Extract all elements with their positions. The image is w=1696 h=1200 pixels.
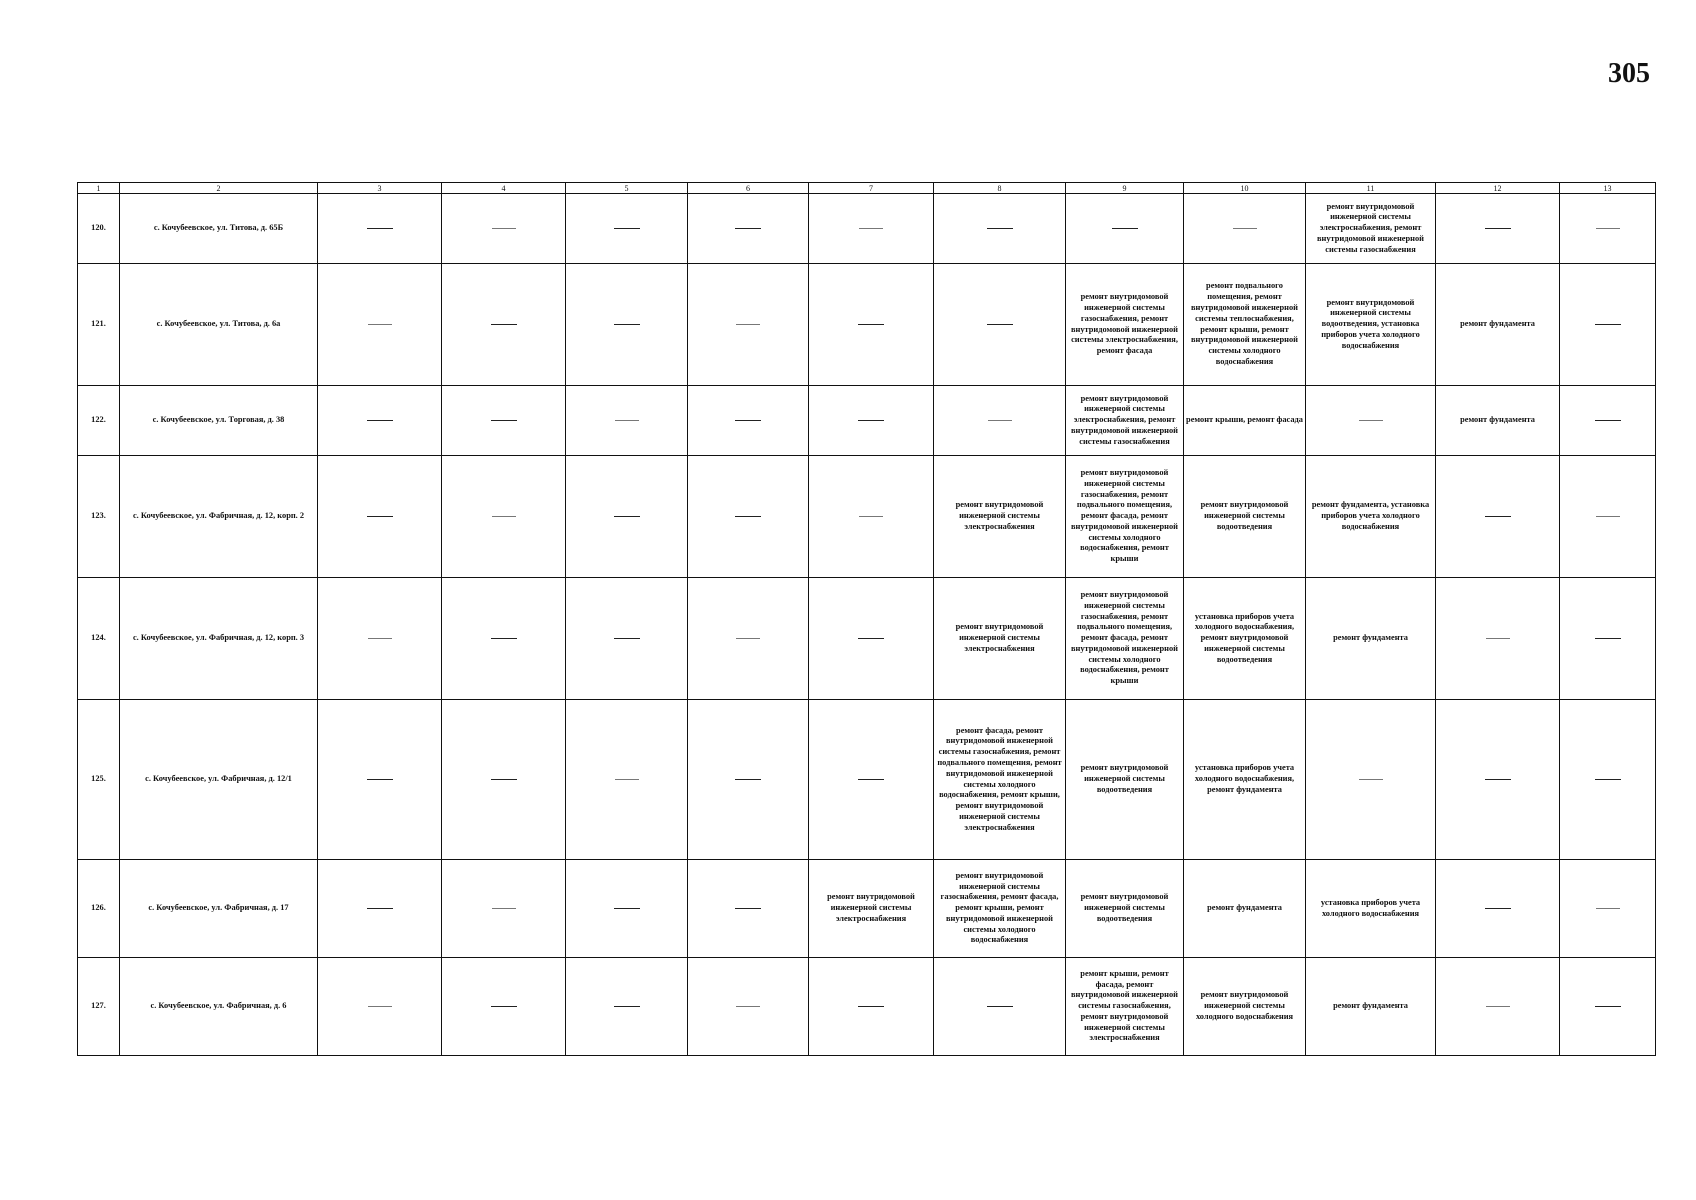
- empty-cell: [1184, 194, 1306, 264]
- work-description-cell: ремонт внутридомовой инженерной системы газоснабжения, ремонт фасада, ремонт крыши, ремонт внутридомовой инженерной системы холодного водоснабжения: [934, 860, 1066, 958]
- dash-mark: [987, 324, 1013, 325]
- dash-mark: [614, 908, 640, 909]
- empty-cell: [809, 386, 934, 456]
- work-description-cell: ремонт внутридомовой инженерной системы водоотведения: [1066, 860, 1184, 958]
- empty-cell: [1560, 456, 1656, 578]
- work-description-cell: ремонт внутридомовой инженерной системы водоотведения, установка приборов учета холодного водоснабжения: [1306, 264, 1436, 386]
- dash-mark: [614, 324, 640, 325]
- dash-mark: [491, 779, 517, 780]
- dash-mark: [987, 1006, 1013, 1007]
- dash-mark: [1359, 779, 1383, 780]
- dash-mark: [491, 638, 517, 639]
- empty-cell: [934, 958, 1066, 1056]
- dash-mark: [1596, 228, 1620, 229]
- dash-mark: [614, 638, 640, 639]
- empty-cell: [688, 194, 809, 264]
- page-number: 305: [1608, 58, 1650, 89]
- empty-cell: [318, 456, 442, 578]
- work-description-cell: ремонт внутридомовой инженерной системы газоснабжения, ремонт подвального помещения, ремонт фасада, ремонт внутридомовой инженерной системы холодного водоснабжения, ремонт крыши: [1066, 456, 1184, 578]
- dash-mark: [367, 779, 393, 780]
- dash-mark: [367, 516, 393, 517]
- work-description-cell: ремонт внутридомовой инженерной системы электроснабжения: [934, 456, 1066, 578]
- dash-mark: [1233, 228, 1257, 229]
- empty-cell: [809, 264, 934, 386]
- column-header: 2: [120, 183, 318, 194]
- work-description-cell: ремонт фундамента: [1306, 578, 1436, 700]
- row-number: 126.: [78, 860, 120, 958]
- dash-mark: [492, 516, 516, 517]
- dash-mark: [614, 516, 640, 517]
- empty-cell: [688, 456, 809, 578]
- empty-cell: [1560, 264, 1656, 386]
- empty-cell: [1306, 700, 1436, 860]
- column-header: 13: [1560, 183, 1656, 194]
- address-cell: с. Кочубеевское, ул. Фабричная, д. 12, корп. 3: [120, 578, 318, 700]
- row-number: 121.: [78, 264, 120, 386]
- dash-mark: [1485, 516, 1511, 517]
- empty-cell: [318, 386, 442, 456]
- dash-mark: [1359, 420, 1383, 421]
- work-description-cell: ремонт внутридомовой инженерной системы газоснабжения, ремонт внутридомовой инженерной системы электроснабжения, ремонт фасада: [1066, 264, 1184, 386]
- column-header: 6: [688, 183, 809, 194]
- empty-cell: [809, 700, 934, 860]
- dash-mark: [1486, 1006, 1510, 1007]
- dash-mark: [858, 324, 884, 325]
- work-description-cell: ремонт внутридомовой инженерной системы водоотведения: [1184, 456, 1306, 578]
- empty-cell: [1436, 456, 1560, 578]
- row-number: 122.: [78, 386, 120, 456]
- empty-cell: [809, 578, 934, 700]
- empty-cell: [809, 958, 934, 1056]
- work-description-cell: ремонт внутридомовой инженерной системы электроснабжения, ремонт внутридомовой инженерной системы газоснабжения: [1306, 194, 1436, 264]
- table-body: [78, 183, 1656, 1056]
- empty-cell: [1066, 194, 1184, 264]
- dash-mark: [491, 1006, 517, 1007]
- work-description-cell: ремонт внутридомовой инженерной системы электроснабжения: [809, 860, 934, 958]
- empty-cell: [1436, 958, 1560, 1056]
- dash-mark: [368, 1006, 392, 1007]
- work-description-cell: ремонт внутридомовой инженерной системы холодного водоснабжения: [1184, 958, 1306, 1056]
- work-description-cell: ремонт подвального помещения, ремонт внутридомовой инженерной системы теплоснабжения, ремонт крыши, ремонт внутридомовой инженерной системы холодного водоснабжения: [1184, 264, 1306, 386]
- column-header: 5: [566, 183, 688, 194]
- address-cell: с. Кочубеевское, ул. Фабричная, д. 12/1: [120, 700, 318, 860]
- empty-cell: [318, 578, 442, 700]
- empty-cell: [1436, 194, 1560, 264]
- dash-mark: [1112, 228, 1138, 229]
- address-cell: с. Кочубеевское, ул. Фабричная, д. 17: [120, 860, 318, 958]
- empty-cell: [566, 578, 688, 700]
- column-header: 8: [934, 183, 1066, 194]
- table-row: [78, 578, 1656, 700]
- empty-cell: [318, 264, 442, 386]
- empty-cell: [318, 958, 442, 1056]
- work-description-cell: ремонт фундамента: [1436, 264, 1560, 386]
- work-description-cell: установка приборов учета холодного водоснабжения, ремонт внутридомовой инженерной системы водоотведения: [1184, 578, 1306, 700]
- address-cell: с. Кочубеевское, ул. Титова, д. 6а: [120, 264, 318, 386]
- row-number: 127.: [78, 958, 120, 1056]
- empty-cell: [318, 700, 442, 860]
- dash-mark: [491, 420, 517, 421]
- dash-mark: [1485, 908, 1511, 909]
- row-number: 125.: [78, 700, 120, 860]
- empty-cell: [442, 578, 566, 700]
- column-header: 12: [1436, 183, 1560, 194]
- row-number: 124.: [78, 578, 120, 700]
- dash-mark: [987, 228, 1013, 229]
- empty-cell: [566, 456, 688, 578]
- empty-cell: [1560, 700, 1656, 860]
- work-description-cell: ремонт внутридомовой инженерной системы водоотведения: [1066, 700, 1184, 860]
- empty-cell: [442, 958, 566, 1056]
- empty-cell: [1436, 700, 1560, 860]
- empty-cell: [1436, 860, 1560, 958]
- empty-cell: [442, 386, 566, 456]
- empty-cell: [809, 194, 934, 264]
- empty-cell: [566, 194, 688, 264]
- dash-mark: [614, 1006, 640, 1007]
- table-row: [78, 386, 1656, 456]
- empty-cell: [1560, 194, 1656, 264]
- work-description-cell: ремонт крыши, ремонт фасада: [1184, 386, 1306, 456]
- dash-mark: [735, 908, 761, 909]
- empty-cell: [442, 860, 566, 958]
- dash-mark: [735, 228, 761, 229]
- column-header: 11: [1306, 183, 1436, 194]
- table-row: [78, 700, 1656, 860]
- dash-mark: [615, 779, 639, 780]
- work-description-cell: ремонт фасада, ремонт внутридомовой инженерной системы газоснабжения, ремонт подвального помещения, ремонт внутридомовой инженерной системы холодного водоснабжения, ремонт крыши, ремонт внутридомовой инженерной системы электроснабжения: [934, 700, 1066, 860]
- dash-mark: [1485, 779, 1511, 780]
- column-header: 7: [809, 183, 934, 194]
- empty-cell: [566, 860, 688, 958]
- empty-cell: [1560, 578, 1656, 700]
- empty-cell: [688, 578, 809, 700]
- dash-mark: [735, 420, 761, 421]
- empty-cell: [566, 386, 688, 456]
- dash-mark: [859, 228, 883, 229]
- table-row: [78, 264, 1656, 386]
- dash-mark: [736, 1006, 760, 1007]
- dash-mark: [368, 324, 392, 325]
- empty-cell: [566, 264, 688, 386]
- work-description-cell: ремонт внутридомовой инженерной системы электроснабжения: [934, 578, 1066, 700]
- dash-mark: [736, 324, 760, 325]
- address-cell: с. Кочубеевское, ул. Титова, д. 65Б: [120, 194, 318, 264]
- empty-cell: [934, 194, 1066, 264]
- empty-cell: [934, 264, 1066, 386]
- dash-mark: [858, 638, 884, 639]
- empty-cell: [442, 456, 566, 578]
- dash-mark: [1485, 228, 1511, 229]
- row-number: 123.: [78, 456, 120, 578]
- work-description-cell: ремонт крыши, ремонт фасада, ремонт внутридомовой инженерной системы газоснабжения, ремонт внутридомовой инженерной системы электроснабжения: [1066, 958, 1184, 1056]
- dash-mark: [1595, 324, 1621, 325]
- dash-mark: [1595, 638, 1621, 639]
- table-row: [78, 194, 1656, 264]
- dash-mark: [367, 908, 393, 909]
- empty-cell: [442, 700, 566, 860]
- table-row: [78, 456, 1656, 578]
- empty-cell: [1560, 860, 1656, 958]
- address-cell: с. Кочубеевское, ул. Фабричная, д. 6: [120, 958, 318, 1056]
- empty-cell: [688, 958, 809, 1056]
- empty-cell: [566, 958, 688, 1056]
- dash-mark: [858, 779, 884, 780]
- address-cell: с. Кочубеевское, ул. Торговая, д. 38: [120, 386, 318, 456]
- dash-mark: [1486, 638, 1510, 639]
- table-row: [78, 860, 1656, 958]
- empty-cell: [688, 700, 809, 860]
- work-description-cell: установка приборов учета холодного водоснабжения, ремонт фундамента: [1184, 700, 1306, 860]
- empty-cell: [442, 264, 566, 386]
- work-description-cell: ремонт фундамента: [1184, 860, 1306, 958]
- dash-mark: [859, 516, 883, 517]
- column-header: 10: [1184, 183, 1306, 194]
- repair-schedule-table: [77, 182, 1656, 1056]
- dash-mark: [735, 516, 761, 517]
- row-number: 120.: [78, 194, 120, 264]
- work-description-cell: ремонт внутридомовой инженерной системы электроснабжения, ремонт внутридомовой инженерной системы газоснабжения: [1066, 386, 1184, 456]
- work-description-cell: ремонт фундамента, установка приборов учета холодного водоснабжения: [1306, 456, 1436, 578]
- dash-mark: [367, 228, 393, 229]
- dash-mark: [368, 638, 392, 639]
- dash-mark: [1596, 908, 1620, 909]
- empty-cell: [1436, 578, 1560, 700]
- empty-cell: [934, 386, 1066, 456]
- work-description-cell: установка приборов учета холодного водоснабжения: [1306, 860, 1436, 958]
- empty-cell: [688, 860, 809, 958]
- empty-cell: [442, 194, 566, 264]
- work-description-cell: ремонт фундамента: [1436, 386, 1560, 456]
- column-number-row: [78, 183, 1656, 194]
- column-header: 1: [78, 183, 120, 194]
- empty-cell: [1560, 386, 1656, 456]
- dash-mark: [492, 228, 516, 229]
- address-cell: с. Кочубеевское, ул. Фабричная, д. 12, корп. 2: [120, 456, 318, 578]
- dash-mark: [1595, 420, 1621, 421]
- empty-cell: [318, 194, 442, 264]
- dash-mark: [1595, 1006, 1621, 1007]
- dash-mark: [491, 324, 517, 325]
- dash-mark: [735, 779, 761, 780]
- column-header: 9: [1066, 183, 1184, 194]
- dash-mark: [1595, 779, 1621, 780]
- dash-mark: [1596, 516, 1620, 517]
- column-header: 3: [318, 183, 442, 194]
- empty-cell: [566, 700, 688, 860]
- dash-mark: [492, 908, 516, 909]
- empty-cell: [318, 860, 442, 958]
- table-row: [78, 958, 1656, 1056]
- column-header: 4: [442, 183, 566, 194]
- work-description-cell: ремонт внутридомовой инженерной системы газоснабжения, ремонт подвального помещения, ремонт фасада, ремонт внутридомовой инженерной системы холодного водоснабжения, ремонт крыши: [1066, 578, 1184, 700]
- dash-mark: [367, 420, 393, 421]
- dash-mark: [858, 420, 884, 421]
- dash-mark: [615, 420, 639, 421]
- empty-cell: [688, 264, 809, 386]
- dash-mark: [988, 420, 1012, 421]
- work-description-cell: ремонт фундамента: [1306, 958, 1436, 1056]
- empty-cell: [809, 456, 934, 578]
- dash-mark: [736, 638, 760, 639]
- empty-cell: [1560, 958, 1656, 1056]
- dash-mark: [614, 228, 640, 229]
- empty-cell: [688, 386, 809, 456]
- dash-mark: [858, 1006, 884, 1007]
- empty-cell: [1306, 386, 1436, 456]
